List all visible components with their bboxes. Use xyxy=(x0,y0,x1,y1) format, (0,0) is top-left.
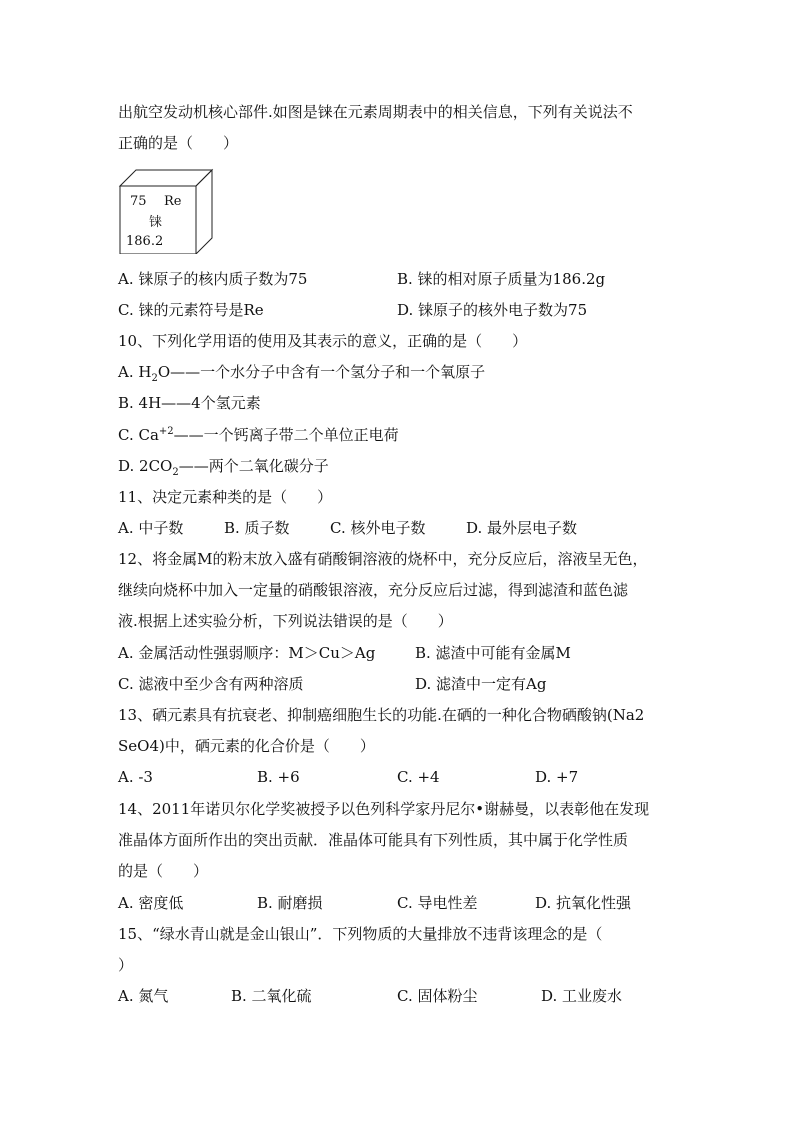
q10-option-b: B. 4H——4个氢元素 xyxy=(118,394,261,412)
q13-option-b: B. +6 xyxy=(257,768,300,786)
q13-stem-line1: 13、硒元素具有抗衰老、抑制癌细胞生长的功能.在硒的一种化合物硒酸钠(Na2 xyxy=(118,706,645,724)
atomic-number: 75 xyxy=(130,194,147,209)
q10-d-sub: 2 xyxy=(172,467,179,478)
q11-option-d: D. 最外层电子数 xyxy=(466,519,578,537)
q9-stem-line1: 出航空发动机核心部件.如图是铼在元素周期表中的相关信息，下列有关说法不 xyxy=(118,103,633,121)
q12-option-a: A. 金属活动性强弱顺序：M＞Cu＞Ag xyxy=(118,644,376,662)
q12-stem-line3: 液.根据上述实验分析，下列说法错误的是（ ） xyxy=(118,612,453,630)
q15-stem-line2: ） xyxy=(118,956,134,974)
q15-option-c: C. 固体粉尘 xyxy=(397,987,478,1005)
q14-stem-line2: 准晶体方面所作出的突出贡献．准晶体可能具有下列性质，其中属于化学性质 xyxy=(118,831,629,849)
q10-d-post: ——两个二氧化碳分子 xyxy=(178,457,329,475)
q10-option-d xyxy=(118,456,329,476)
q11-option-a: A. 中子数 xyxy=(118,519,184,537)
q13-option-a: A. -3 xyxy=(118,768,153,786)
q10-stem: 10、下列化学用语的使用及其表示的意义，正确的是（ ） xyxy=(118,332,528,350)
q10-d-pre: D. 2CO xyxy=(118,457,173,475)
q9-option-a: A. 铼原子的核内质子数为75 xyxy=(118,270,308,288)
q14-option-d: D. 抗氧化性强 xyxy=(535,894,632,912)
q10-option-c xyxy=(118,425,399,445)
q14-stem-line3: 的是（ ） xyxy=(118,862,209,880)
q11-option-b: B. 质子数 xyxy=(224,519,290,537)
q10-c-pre: C. Ca xyxy=(118,426,159,444)
q9-option-b: B. 铼的相对原子质量为186.2g xyxy=(397,270,606,288)
q10-a-pre: A. H xyxy=(118,363,152,381)
q10-a-post: O——一个水分子中含有一个氢分子和一个氧原子 xyxy=(157,363,486,381)
element-card-rhenium xyxy=(118,168,214,254)
q12-stem-line1: 12、将金属M的粉末放入盛有硝酸铜溶液的烧杯中，充分反应后，溶液呈无色， xyxy=(118,550,648,568)
q13-option-d: D. +7 xyxy=(535,768,579,786)
q14-option-c: C. 导电性差 xyxy=(397,894,478,912)
q10-option-a xyxy=(118,362,485,382)
q9-option-d: D. 铼原子的核外电子数为75 xyxy=(397,301,588,319)
q14-option-b: B. 耐磨损 xyxy=(257,894,323,912)
q10-a-sub: 2 xyxy=(151,373,158,384)
q15-option-a: A. 氮气 xyxy=(118,987,169,1005)
q11-option-c: C. 核外电子数 xyxy=(330,519,426,537)
q15-option-b: B. 二氧化硫 xyxy=(231,987,312,1005)
q15-stem-line1: 15、“绿水青山就是金山银山”．下列物质的大量排放不违背该理念的是（ xyxy=(118,925,603,943)
q12-stem-line2: 继续向烧杯中加入一定量的硝酸银溶液，充分反应后过滤，得到滤渣和蓝色滤 xyxy=(118,581,629,599)
atomic-mass: 186.2 xyxy=(126,234,164,249)
q9-stem-line2: 正确的是（ ） xyxy=(118,134,239,152)
q13-option-c: C. +4 xyxy=(397,768,440,786)
q13-stem-line2: SeO4)中，硒元素的化合价是（ ） xyxy=(118,737,375,755)
element-name: 铼 xyxy=(149,215,163,230)
q12-option-d: D. 滤渣中一定有Ag xyxy=(415,675,547,693)
q11-stem: 11、决定元素种类的是（ ） xyxy=(118,488,333,506)
q9-option-c: C. 铼的元素符号是Re xyxy=(118,301,264,319)
q12-option-c: C. 滤液中至少含有两种溶质 xyxy=(118,675,304,693)
q14-option-a: A. 密度低 xyxy=(118,894,184,912)
q14-stem-line1: 14、2011年诺贝尔化学奖被授予以色列科学家丹尼尔•谢赫曼，以表彰他在发现 xyxy=(118,800,650,818)
q15-option-d: D. 工业废水 xyxy=(541,987,623,1005)
q12-option-b: B. 滤渣中可能有金属M xyxy=(415,644,571,662)
q10-c-sup: +2 xyxy=(158,426,174,437)
element-symbol: Re xyxy=(164,194,182,209)
q10-c-post: ——一个钙离子带二个单位正电荷 xyxy=(173,426,399,444)
